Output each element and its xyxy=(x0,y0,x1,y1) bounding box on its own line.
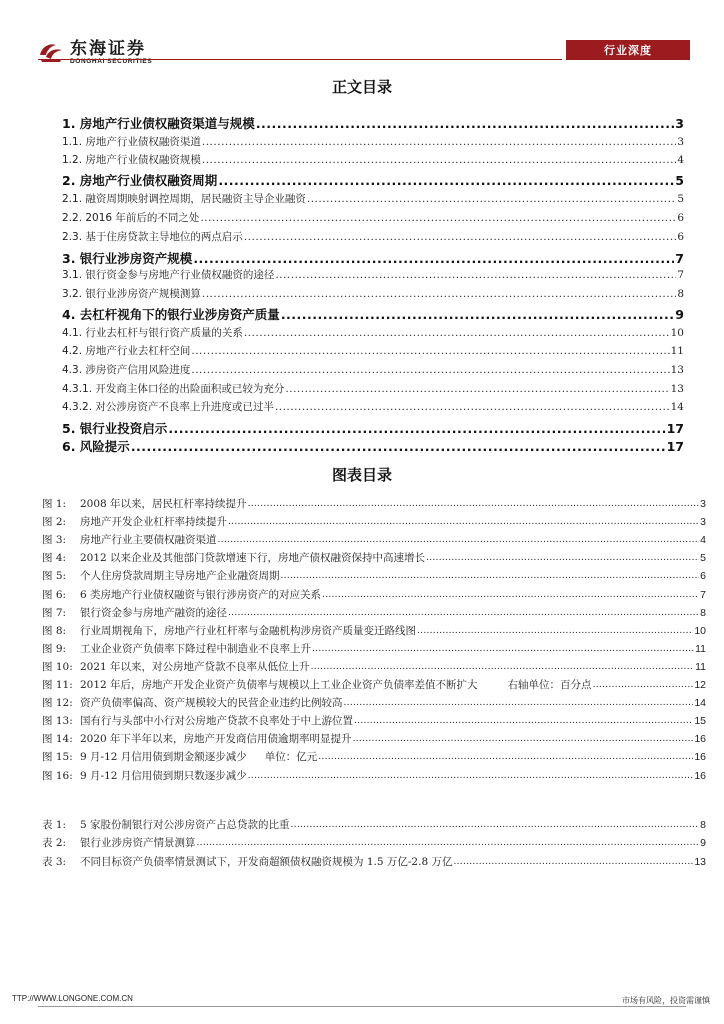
toc-entry[interactable] xyxy=(62,268,684,283)
leader-dots xyxy=(311,660,695,675)
figure-caption: 9 月-12 月信用债到期只数逐步减少 xyxy=(80,770,247,782)
figure-number: 图 8: xyxy=(42,625,67,637)
toc-entry-page: 17 xyxy=(666,421,684,436)
toc-leader-dots xyxy=(193,250,674,267)
figure-page: 3 xyxy=(700,498,706,510)
table-number: 表 1: xyxy=(42,819,67,831)
toc-entry-page: 14 xyxy=(670,401,684,413)
figure-number: 图 7: xyxy=(42,607,67,619)
report-type-badge: 行业深度 xyxy=(566,40,690,60)
logo-chinese-name: 东海证券 xyxy=(70,39,146,59)
toc-leader-dots xyxy=(275,268,676,283)
leader-dots xyxy=(228,606,699,621)
toc-entry-label: 2.3. 基于住房贷款主导地位的两点启示 xyxy=(62,231,243,243)
figure-caption: 2012 以来企业及其他部门贷款增速下行，房地产债权融资保持中高速增长 xyxy=(80,552,426,564)
figure-caption: 房地产行业主要债权融资渠道 xyxy=(80,534,217,546)
leader-dots xyxy=(593,678,694,693)
toc-entry[interactable] xyxy=(62,438,684,455)
table-number: 表 3: xyxy=(42,856,67,868)
table-page: 8 xyxy=(700,819,706,831)
toc-entry[interactable] xyxy=(62,211,684,226)
figure-number: 图 2: xyxy=(42,516,67,528)
toc-entry-page: 3 xyxy=(677,136,684,148)
table-entry[interactable] xyxy=(42,818,706,833)
toc-entry-page: 13 xyxy=(670,383,684,395)
toc-entry[interactable] xyxy=(62,172,684,189)
figure-page: 16 xyxy=(694,770,706,782)
footer-url[interactable]: TTP://WWW.LONGONE.COM.CN xyxy=(12,994,133,1003)
figure-page: 12 xyxy=(694,679,706,691)
toc-entry[interactable] xyxy=(62,400,684,415)
toc-leader-dots xyxy=(191,344,669,359)
leader-dots xyxy=(426,551,699,566)
toc-entry-label: 6. 风险提示 xyxy=(62,439,130,454)
leader-dots xyxy=(197,836,700,851)
figure-caption: 2012 年后，房地产开发企业资产负债率与规模以上工业企业资产负债率差值不断扩大 xyxy=(80,679,478,691)
toc-entry-page: 8 xyxy=(677,288,684,300)
toc-leader-dots xyxy=(256,115,674,132)
toc-entry-page: 6 xyxy=(677,212,684,224)
figure-caption: 行业周期视角下，房地产行业杠杆率与金融机构涉房资产质量变迁路线图 xyxy=(80,625,416,637)
leader-dots xyxy=(453,855,693,870)
toc-entry-label: 4.3.1. 开发商主体口径的出险面积或已较为充分 xyxy=(62,383,285,395)
figure-entry[interactable] xyxy=(42,714,706,729)
table-page: 13 xyxy=(694,856,706,868)
leader-dots xyxy=(318,750,693,765)
toc-entry[interactable] xyxy=(62,250,684,267)
figure-caption: 9 月-12 月信用债到期金额逐步减少 xyxy=(80,751,247,763)
figure-entry[interactable] xyxy=(42,533,706,548)
toc-entry-page: 6 xyxy=(677,231,684,243)
leader-dots xyxy=(322,588,699,603)
toc-leader-dots xyxy=(200,211,676,226)
figure-page: 3 xyxy=(700,516,706,528)
figure-number: 图 15: xyxy=(42,751,73,763)
leader-dots xyxy=(248,769,694,784)
toc-entry-page: 3 xyxy=(675,116,684,131)
figure-number: 图 13: xyxy=(42,715,73,727)
leader-dots xyxy=(281,569,700,584)
figure-page: 4 xyxy=(700,534,706,546)
figure-page: 11 xyxy=(695,643,706,655)
toc-entry[interactable] xyxy=(62,363,684,378)
logo-english-name: DONGHAI SECURITIES xyxy=(70,58,153,65)
toc-entry-label: 3. 银行业涉房资产规模 xyxy=(62,251,193,266)
toc-entry-label: 1. 房地产行业债权融资渠道与规模 xyxy=(62,116,255,131)
toc-entry[interactable] xyxy=(62,287,684,302)
toc-entry-page: 11 xyxy=(670,345,684,357)
figure-unit-note: 右轴单位：百分点 xyxy=(507,679,592,691)
toc-entry[interactable] xyxy=(62,420,684,437)
leader-dots xyxy=(353,732,694,747)
leader-dots xyxy=(291,818,700,833)
header-divider xyxy=(38,59,562,60)
toc-entry-page: 5 xyxy=(677,193,684,205)
toc-title: 正文目录 xyxy=(331,78,392,96)
toc-entry-label: 4.2. 房地产行业去杠杆空间 xyxy=(62,345,191,357)
figure-caption: 个人住房贷款周期主导房地产企业融资周期 xyxy=(80,570,280,582)
leader-dots xyxy=(354,714,693,729)
figure-page: 10 xyxy=(694,625,706,637)
figure-caption: 银行资金参与房地产融资的途径 xyxy=(80,607,227,619)
toc-entry-label: 3.2. 银行业涉房资产规模测算 xyxy=(62,288,201,300)
figure-page: 11 xyxy=(695,661,706,673)
figure-page: 16 xyxy=(694,733,706,745)
figure-entry[interactable] xyxy=(42,769,706,784)
toc-entry-label: 1.1. 房地产行业债权融资渠道 xyxy=(62,136,201,148)
toc-entry-label: 2.2. 2016 年前后的不同之处 xyxy=(62,212,200,224)
toc-leader-dots xyxy=(285,382,669,397)
leader-dots xyxy=(312,642,694,657)
figure-entry[interactable] xyxy=(42,696,706,711)
toc-leader-dots xyxy=(191,363,669,378)
table-entry[interactable] xyxy=(42,836,706,851)
toc-entry[interactable] xyxy=(62,326,684,341)
toc-entry[interactable] xyxy=(62,115,684,132)
toc-entry[interactable] xyxy=(62,382,684,397)
figure-page: 5 xyxy=(700,552,706,564)
figure-caption: 工业企业资产负债率下降过程中制造业不良率上升 xyxy=(80,643,311,655)
figure-entry[interactable] xyxy=(42,678,706,693)
toc-entry-label: 4.3. 涉房资产信用风险进度 xyxy=(62,364,191,376)
figure-number: 图 5: xyxy=(42,570,67,582)
leader-dots xyxy=(228,515,699,530)
toc-entry[interactable] xyxy=(62,230,684,245)
toc-entry-page: 9 xyxy=(675,307,684,322)
toc-leader-dots xyxy=(202,135,676,150)
toc-leader-dots xyxy=(244,230,676,245)
toc-entry-label: 2.1. 融资周期映射调控周期，居民融资主导企业融资 xyxy=(62,193,306,205)
figure-number: 图 6: xyxy=(42,589,67,601)
figure-page: 14 xyxy=(694,697,706,709)
toc-entry-page: 7 xyxy=(675,251,684,266)
toc-leader-dots xyxy=(168,420,665,437)
table-page: 9 xyxy=(700,837,706,849)
figure-page: 15 xyxy=(694,715,706,727)
toc-entry-label: 5. 银行业投资启示 xyxy=(62,421,168,436)
toc-entry-page: 4 xyxy=(677,154,684,166)
toc-entry[interactable] xyxy=(62,306,684,323)
toc-leader-dots xyxy=(202,287,676,302)
toc-entry-label: 4. 去杠杆视角下的银行业涉房资产质量 xyxy=(62,307,280,322)
figure-list-title: 图表目录 xyxy=(331,466,392,484)
figure-entry[interactable] xyxy=(42,624,706,639)
table-caption: 5 家股份制银行对公涉房资产占总贷款的比重 xyxy=(80,819,290,831)
toc-entry-page: 5 xyxy=(675,173,684,188)
toc-leader-dots xyxy=(307,192,676,207)
logo-emblem-icon xyxy=(38,41,64,65)
figure-number: 图 12: xyxy=(42,697,73,709)
figure-entry[interactable] xyxy=(42,497,706,512)
footer-divider xyxy=(38,1006,686,1007)
toc-entry[interactable] xyxy=(62,192,684,207)
figure-caption: 2021 年以来，对公房地产贷款不良率从低位上升 xyxy=(80,661,310,673)
figure-number: 图 4: xyxy=(42,552,67,564)
figure-page: 6 xyxy=(700,570,706,582)
toc-entry-page: 7 xyxy=(677,269,684,281)
figure-caption: 2020 年下半年以来，房地产开发商信用债逾期率明显提升 xyxy=(80,733,352,745)
figure-number: 图 10: xyxy=(42,661,73,673)
table-caption: 银行业涉房资产情景测算 xyxy=(80,837,196,849)
table-number: 表 2: xyxy=(42,837,67,849)
figure-entry[interactable] xyxy=(42,569,706,584)
toc-entry-label: 1.2. 房地产行业债权融资规模 xyxy=(62,154,201,166)
figure-number: 图 3: xyxy=(42,534,67,546)
figure-number: 图 9: xyxy=(42,643,67,655)
figure-number: 图 14: xyxy=(42,733,73,745)
toc-entry-label: 4.3.2. 对公涉房资产不良率上升进度或已过半 xyxy=(62,401,274,413)
figure-number: 图 1: xyxy=(42,498,67,510)
toc-entry-page: 17 xyxy=(666,439,684,454)
toc-leader-dots xyxy=(218,172,674,189)
figure-entry[interactable] xyxy=(42,660,706,675)
toc-entry-label: 4.1. 行业去杠杆与银行资产质量的关系 xyxy=(62,327,243,339)
toc-entry-label: 3.1. 银行资金参与房地产行业债权融资的途径 xyxy=(62,269,275,281)
figure-number: 图 16: xyxy=(42,770,73,782)
toc-entry-label: 2. 房地产行业债权融资周期 xyxy=(62,173,218,188)
figure-entry[interactable] xyxy=(42,750,706,765)
toc-leader-dots xyxy=(202,153,676,168)
toc-entry[interactable] xyxy=(62,135,684,150)
toc-entry[interactable] xyxy=(62,344,684,359)
figure-caption: 2008 年以来，居民杠杆率持续提升 xyxy=(80,498,247,510)
toc-entry[interactable] xyxy=(62,153,684,168)
figure-number: 图 11: xyxy=(42,679,73,691)
figure-unit-note: 单位：亿元 xyxy=(264,751,318,763)
figure-caption: 房地产开发企业杠杆率持续提升 xyxy=(80,516,227,528)
leader-dots xyxy=(248,497,700,512)
figure-entry[interactable] xyxy=(42,588,706,603)
table-entry[interactable] xyxy=(42,855,706,870)
toc-leader-dots xyxy=(281,306,674,323)
figure-entry[interactable] xyxy=(42,732,706,747)
figure-caption: 国有行与头部中小行对公房地产贷款不良率处于中上游位置 xyxy=(80,715,353,727)
figure-entry[interactable] xyxy=(42,551,706,566)
figure-entry[interactable] xyxy=(42,515,706,530)
toc-leader-dots xyxy=(244,326,670,341)
figure-page: 7 xyxy=(700,589,706,601)
figure-caption: 资产负债率偏高、资产规模较大的民营企业违约比例较高 xyxy=(80,697,343,709)
figure-entry[interactable] xyxy=(42,642,706,657)
toc-leader-dots xyxy=(131,438,666,455)
toc-leader-dots xyxy=(275,400,670,415)
leader-dots xyxy=(218,533,700,548)
table-caption: 不同目标资产负债率情景测试下，开发商超额债权融资规模为 1.5 万亿-2.8 万亿 xyxy=(80,856,453,868)
toc-entry-page: 10 xyxy=(670,327,684,339)
leader-dots xyxy=(344,696,694,711)
footer-disclaimer: 市场有风险，投资需谨慎 xyxy=(622,996,710,1005)
figure-page: 16 xyxy=(694,751,706,763)
figure-entry[interactable] xyxy=(42,606,706,621)
leader-dots xyxy=(417,624,693,639)
toc-entry-page: 13 xyxy=(670,364,684,376)
figure-page: 8 xyxy=(700,607,706,619)
figure-caption: 6 类房地产行业债权融资与银行涉房资产的对应关系 xyxy=(80,589,322,601)
company-logo xyxy=(38,38,152,68)
